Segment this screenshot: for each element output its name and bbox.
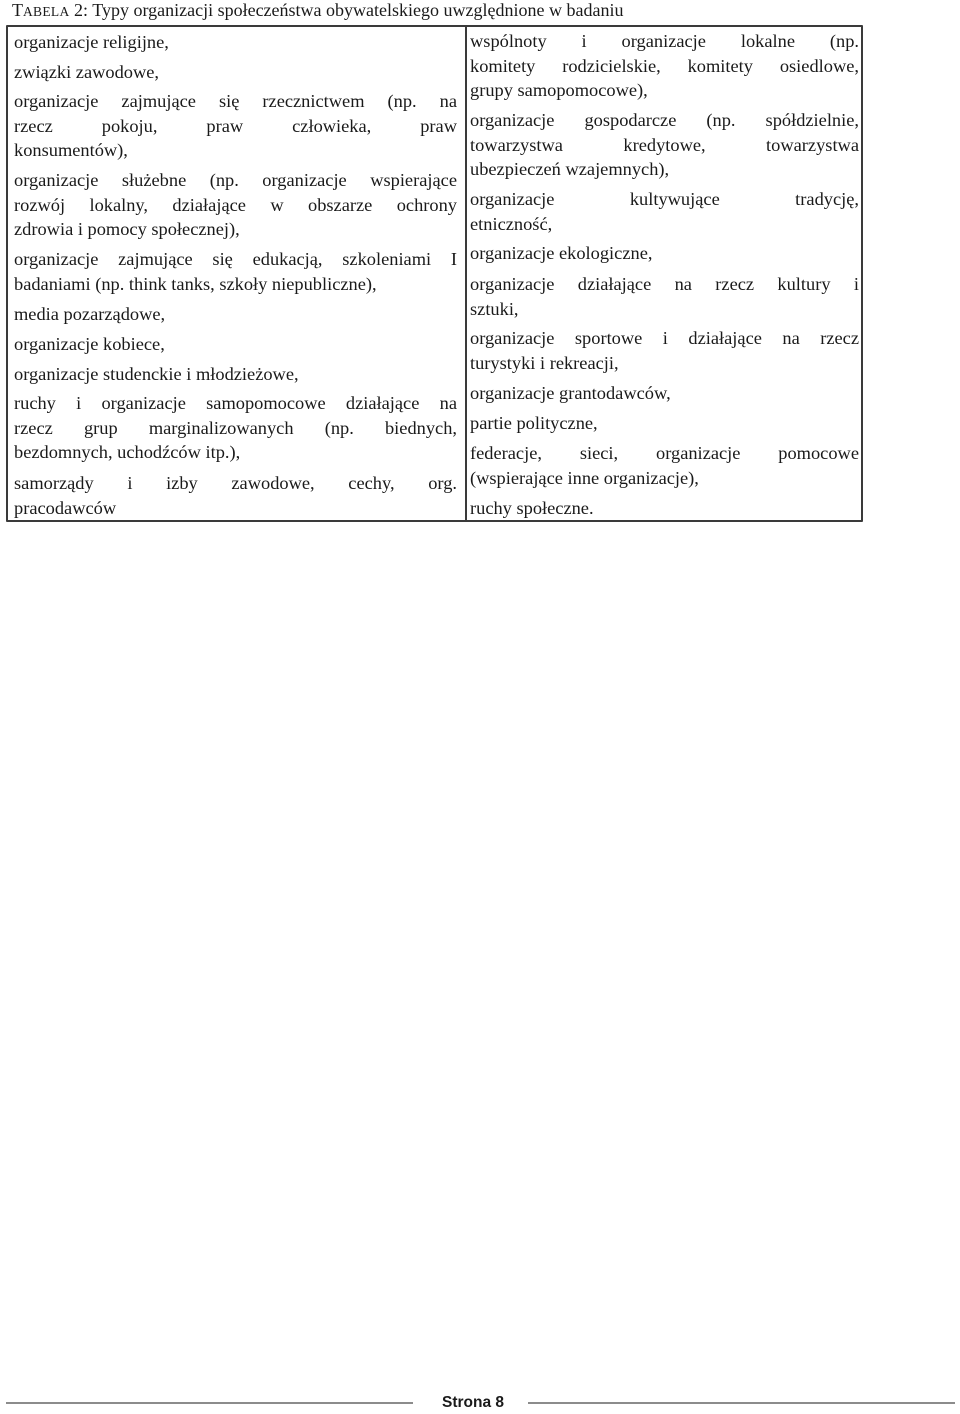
list-item-line: ruchy społeczne. bbox=[470, 498, 594, 518]
list-item-line: organizacje gospodarcze (np. spółdzielnie, bbox=[470, 110, 859, 130]
list-item-line: ubezpieczeń wzajemnych), bbox=[470, 159, 670, 180]
list-item-line: organizacje kobiece, bbox=[14, 334, 165, 354]
list-item-line: organizacje kultywujące tradycję, bbox=[470, 189, 859, 209]
list-item-line: sztuki, bbox=[470, 298, 519, 319]
list-item-line: organizacje działające na rzecz kultury i bbox=[470, 274, 859, 294]
page-footer bbox=[0, 1392, 960, 1414]
list-item-line: partie polityczne, bbox=[470, 413, 598, 433]
list-item bbox=[14, 302, 457, 327]
list-item-line: grupy samopomocowe), bbox=[470, 80, 648, 101]
list-item-line: związki zawodowe, bbox=[14, 62, 160, 82]
list-item-line: organizacje sportowe i działające na rzecz bbox=[470, 328, 859, 348]
list-item-line: bezdomnych, uchodźców itp.), bbox=[14, 442, 241, 463]
list-item bbox=[14, 247, 457, 296]
list-item-line: rzecz grup marginalizowanych (np. biednych, bbox=[14, 417, 457, 438]
list-item-line: federacje, sieci, organizacje pomocowe bbox=[470, 443, 859, 463]
list-item-line: towarzystwa kredytowe, towarzystwa bbox=[470, 134, 859, 155]
list-item bbox=[470, 411, 859, 436]
list-item-line: organizacje zajmujące się edukacją, szkoleniami I bbox=[14, 249, 457, 269]
caption-number: 2: bbox=[74, 0, 89, 20]
list-item-line: organizacje grantodawców, bbox=[470, 383, 671, 403]
list-item bbox=[470, 326, 859, 375]
list-item bbox=[470, 496, 859, 521]
list-item-line: organizacje służebne (np. organizacje wspierające bbox=[14, 170, 457, 190]
list-item bbox=[14, 89, 457, 163]
list-item bbox=[470, 29, 859, 103]
list-item bbox=[470, 187, 859, 236]
list-item bbox=[470, 272, 859, 321]
list-item-line: wspólnoty i organizacje lokalne (np. bbox=[470, 31, 859, 51]
list-item-line: rozwój lokalny, działające w obszarze ochrony bbox=[14, 194, 457, 215]
footer-rule-right bbox=[528, 1402, 955, 1404]
list-item bbox=[14, 362, 457, 387]
list-item-line: organizacje studenckie i młodzieżowe, bbox=[14, 364, 299, 384]
caption-label-initial: T bbox=[12, 0, 23, 20]
list-item-line: konsumentów), bbox=[14, 140, 128, 161]
table-caption bbox=[12, 0, 623, 23]
list-item-line: turystyki i rekreacji, bbox=[470, 352, 619, 373]
list-item bbox=[14, 168, 457, 242]
caption-label-rest: ABELA bbox=[23, 4, 70, 19]
column-divider bbox=[465, 27, 467, 520]
list-item bbox=[470, 108, 859, 182]
list-item-line: pracodawców bbox=[14, 497, 117, 518]
list-item bbox=[14, 30, 457, 55]
list-item bbox=[14, 471, 457, 520]
organization-types-table bbox=[6, 25, 863, 522]
list-item-line: badaniami (np. think tanks, szkoły niepubliczne), bbox=[14, 273, 377, 294]
list-item-line: organizacje zajmujące się rzecznictwem (np. na bbox=[14, 91, 457, 111]
page-number: Strona 8 bbox=[442, 1394, 505, 1411]
list-item bbox=[14, 391, 457, 465]
list-item-line: komitety rodzicielskie, komitety osiedlowe, bbox=[470, 55, 859, 76]
list-item-line: (wspierające inne organizacje), bbox=[470, 467, 699, 488]
list-item-line: organizacje religijne, bbox=[14, 32, 169, 52]
caption-title: Typy organizacji społeczeństwa obywatelskiego uwzględnione w badaniu bbox=[92, 0, 624, 20]
list-item-line: organizacje ekologiczne, bbox=[470, 243, 653, 263]
list-item bbox=[470, 441, 859, 490]
list-item-line: media pozarządowe, bbox=[14, 304, 166, 324]
list-item bbox=[14, 332, 457, 357]
list-item-line: ruchy i organizacje samopomocowe działające na bbox=[14, 393, 457, 413]
list-item-line: rzecz pokoju, praw człowieka, praw bbox=[14, 115, 457, 136]
list-item bbox=[470, 381, 859, 406]
footer-rule-left bbox=[6, 1402, 413, 1404]
list-item bbox=[470, 241, 859, 266]
list-item-line: samorządy i izby zawodowe, cechy, org. bbox=[14, 473, 457, 493]
list-item bbox=[14, 60, 457, 85]
list-item-line: zdrowia i pomocy społecznej), bbox=[14, 219, 240, 240]
list-item-line: etniczność, bbox=[470, 213, 553, 234]
